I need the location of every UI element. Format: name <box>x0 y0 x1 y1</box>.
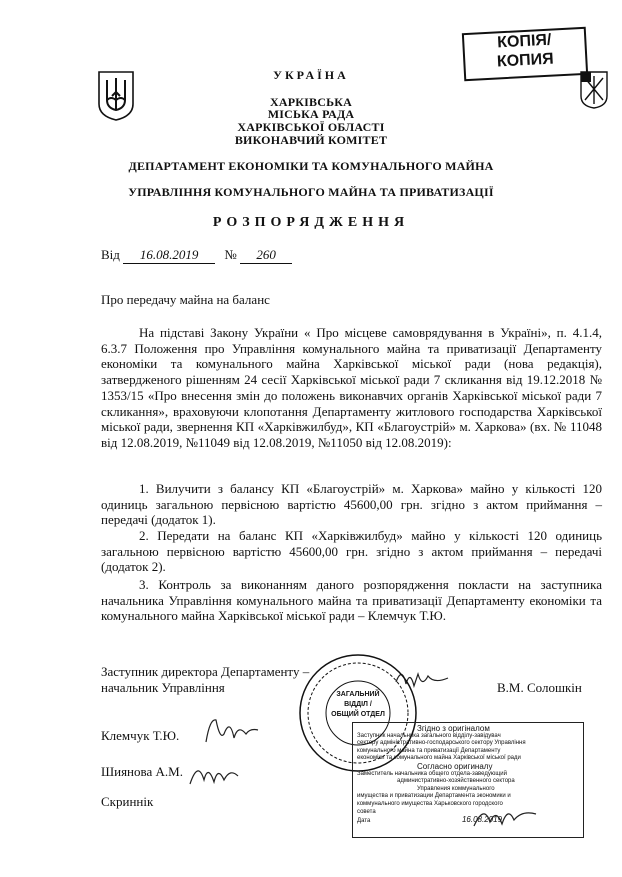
cert-title-ru: Согласно оригиналу <box>417 761 493 771</box>
intro-paragraph: На підставі Закону України « Про місцеве самоврядування в Україні», п. 4.1.4, 6.3.7 Положення про Управління комунального майна та приватизації Департаменту економіки та комунального майна Харківської міської ради (нова редакція), затвердженого рішенням 24 сесії Харківської міської ради 7 скликання від 19.12.2018 № 1353/15 «Про внесення змін до положень виконавчих органів Харківської міської ради 7 скликання», враховуючи клопотання Департаменту житлового господарства Харківської міської ради, звернення КП «Харківжилбуд», КП «Благоустрій» м. Харкова» (вх. № 11048 від 12.08.2019, №11049 від 12.08.2019, №11050 від 12.08.2019): <box>101 325 602 450</box>
cert-date-label: Дата <box>357 818 371 825</box>
round-stamp-line2: ВІДДІЛ / <box>344 701 372 708</box>
cert-ua-line2: сектору адміністративно-господарського сектору Управління <box>357 740 526 747</box>
directorate-heading: УПРАВЛІННЯ КОМУНАЛЬНОГО МАЙНА ТА ПРИВАТИЗАЦІЇ <box>128 185 494 199</box>
council-line-2: МІСЬКА РАДА <box>267 107 355 121</box>
cert-date-row <box>357 816 579 826</box>
certification-stamp <box>352 722 584 838</box>
cert-ru-line6: совета <box>357 808 376 815</box>
approver-2: Шиянова А.М. <box>101 764 183 779</box>
signatory-position-line1: Заступник директора Департаменту – <box>101 664 310 679</box>
round-stamp-line3: ОБЩИЙ ОТДЕЛ <box>331 711 385 718</box>
item-1-paragraph: 1. Вилучити з балансу КП «Благоустрій» м. Харкова» майно у кількості 120 одиниць загальною первісною вартістю 45600,00 грн. згідно з актом приймання – передачі (додаток 1). <box>101 481 602 528</box>
document-type-title: РОЗПОРЯДЖЕННЯ <box>212 215 410 230</box>
certification-signature <box>470 800 540 834</box>
subject-line: Про передачу майна на баланс <box>101 292 270 307</box>
cert-ru-line2: административно-хозяйственного сектора <box>397 778 515 785</box>
cert-ua-line1: Заступник начальника загального відділу-завідувач <box>357 732 501 739</box>
document-number: 260 <box>240 247 292 264</box>
cert-ru-line4: имущества и приватизации Департамента экономики и <box>357 793 511 800</box>
signatory-position-line2: начальник Управління <box>101 680 225 695</box>
country-heading: УКРАЇНА <box>273 68 349 82</box>
document-date: 16.08.2019 <box>123 247 215 264</box>
cert-date-value: 16.08.2019 <box>461 815 503 825</box>
round-stamp-line1: ЗАГАЛЬНИЙ <box>336 691 380 698</box>
copy-stamp-line2: КОПИЯ <box>496 50 555 71</box>
department-heading: ДЕПАРТАМЕНТ ЕКОНОМІКИ ТА КОМУНАЛЬНОГО МАЙНА <box>128 159 494 173</box>
approver-2-signature <box>186 756 242 790</box>
number-label: № <box>224 247 237 262</box>
signatory-name: В.М. Солошкін <box>497 680 582 695</box>
cert-title-ua: Згідно з оригіналом <box>417 724 490 733</box>
cert-ua-line4: економіки та комунального майна Харківської міської ради <box>357 755 521 762</box>
item-3-paragraph: 3. Контроль за виконанням даного розпорядження покласти на заступника начальника Управління комунального майна та приватизації Департаменту економіки та комунального майна Харківської міської ради – Клемчук Т.Ю. <box>101 577 602 624</box>
cert-ru-line1: Заместитель начальника общего отдела-заведующий <box>357 770 507 777</box>
council-line-3: ХАРКІВСЬКОЇ ОБЛАСТІ <box>237 120 385 134</box>
cert-ru-line3: Управления коммунального <box>417 785 495 792</box>
approver-3: Скриннік <box>101 794 154 809</box>
date-line <box>101 247 292 264</box>
approver-1: Клемчук Т.Ю. <box>101 728 180 743</box>
from-label: Від <box>101 247 120 262</box>
item-2-paragraph: 2. Передати на баланс КП «Харківжилбуд» майно у кількості 120 одиниць загальною первісною вартістю 45600,00 грн. згідно з актом приймання – передачі (додаток 2). <box>101 528 602 575</box>
council-line-1: ХАРКІВСЬКА <box>269 95 352 109</box>
cert-ru-line5: коммунального имущества Харьковского городского <box>357 800 503 807</box>
copy-stamp-line1: КОПІЯ/ <box>496 31 552 52</box>
cert-ua-line3: комунального майна та приватизації Департаменту <box>357 747 501 754</box>
approver-1-signature <box>200 712 260 748</box>
round-stamp-center <box>327 690 389 720</box>
council-line-4: ВИКОНАВЧИЙ КОМІТЕТ <box>234 133 388 147</box>
